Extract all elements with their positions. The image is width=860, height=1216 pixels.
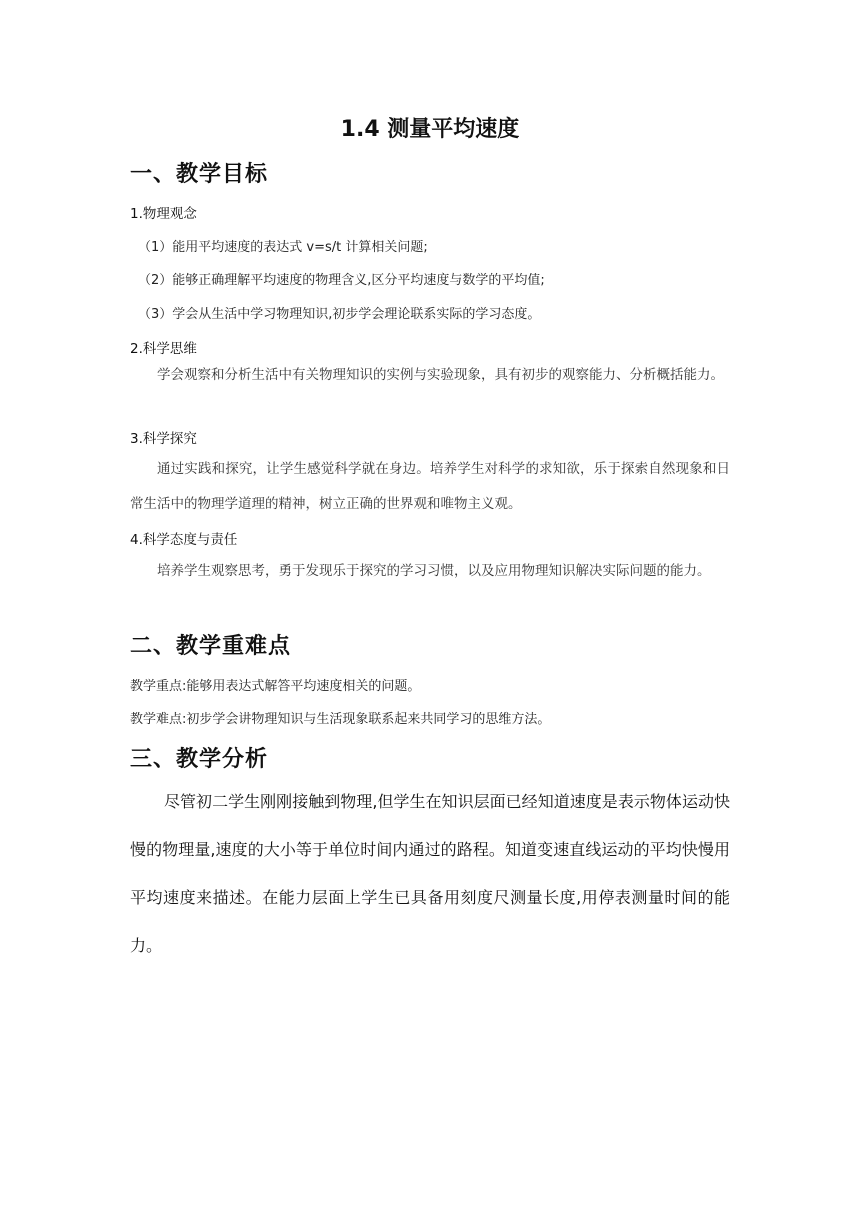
section-heading-goals: 一、教学目标 <box>130 162 269 187</box>
goal-item-3: （3）学会从生活中学习物理知识,初步学会理论联系实际的学习态度。 <box>138 307 541 322</box>
goal-item-1: （1）能用平均速度的表达式 v=s/t 计算相关问题; <box>138 240 428 255</box>
goal-item-2: （2）能够正确理解平均速度的物理含义,区分平均速度与数学的平均值; <box>138 273 545 288</box>
paragraph-scientific-inquiry: 通过实践和探究，让学生感觉科学就在身边。培养学生对科学的求知欲，乐于探索自然现象和日常生活中的物理学道理的精神，树立正确的世界观和唯物主义观。 <box>130 461 730 512</box>
paragraph-analysis: 尽管初二学生刚刚接触到物理,但学生在知识层面已经知道速度是表示物体运动快慢的物理量,速度的大小等于单位时间内通过的路程。知道变速直线运动的平均快慢用平均速度来描述。在能力层面上学生已具备用刻度尺测量长度,用停表测量时间的能力。 <box>130 792 730 955</box>
section-heading-difficulties: 二、教学重难点 <box>130 634 292 659</box>
section-heading-analysis: 三、教学分析 <box>130 747 269 772</box>
key-point-text: 教学重点:能够用表达式解答平均速度相关的问题。 <box>130 679 421 694</box>
document-title: 1.4 测量平均速度 <box>340 117 520 142</box>
difficult-point-text: 教学难点:初步学会讲物理知识与生活现象联系起来共同学习的思维方法。 <box>130 712 551 727</box>
paragraph-scientific-thinking: 学会观察和分析生活中有关物理知识的实例与实验现象，具有初步的观察能力、分析概括能力。 <box>157 367 724 383</box>
subheading-scientific-thinking: 2.科学思维 <box>130 341 197 357</box>
subheading-physics-concept: 1.物理观念 <box>130 206 197 222</box>
subheading-scientific-inquiry: 3.科学探究 <box>130 431 197 447</box>
subheading-attitude-responsibility: 4.科学态度与责任 <box>130 532 238 548</box>
paragraph-attitude-responsibility: 培养学生观察思考，勇于发现乐于探究的学习习惯，以及应用物理知识解决实际问题的能力。 <box>157 563 711 579</box>
